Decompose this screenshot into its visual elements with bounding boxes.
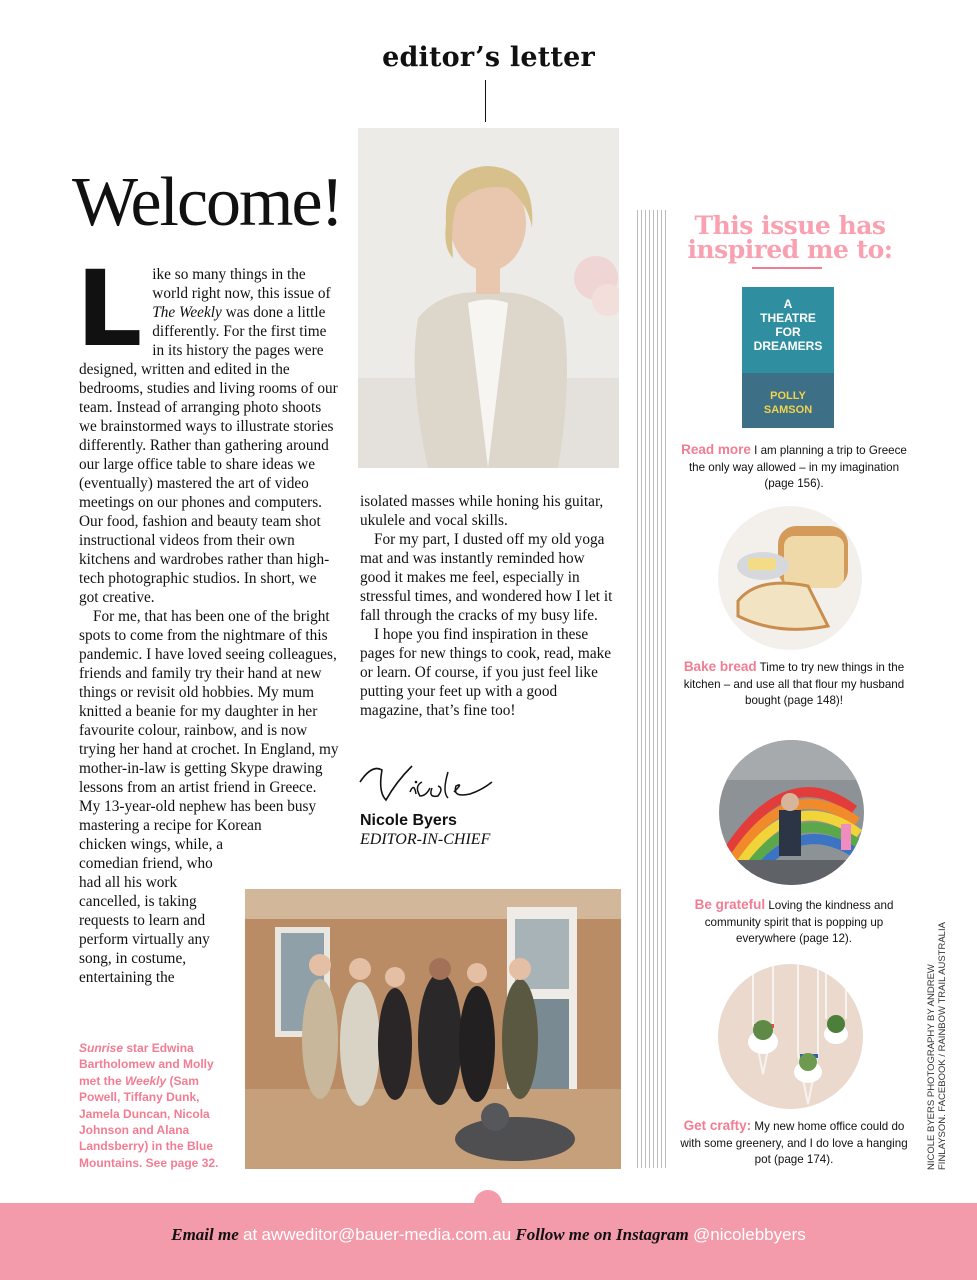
body-paragraph-5: I hope you find inspiration in these pages for new things to cook, read, make or learn. Of course, if you just feel like putting your feet up with a good magazine, that’s fine too! bbox=[360, 626, 612, 719]
team-group-photo bbox=[245, 889, 621, 1169]
editor-portrait-photo bbox=[358, 128, 619, 468]
caption-rest: (Sam Powell, Tiffany Dunk, Jamela Duncan, Nicola Johnson and Alana Landsberry) in the Blue Mountains. See page 32. bbox=[79, 1073, 219, 1170]
footer-contact bbox=[0, 1225, 977, 1245]
book-title-1: A bbox=[783, 297, 793, 311]
caption-show: Sunrise bbox=[79, 1041, 124, 1055]
email-at: at bbox=[243, 1225, 258, 1244]
instagram-label: Follow me on Instagram bbox=[515, 1225, 689, 1244]
book-title-3: FOR bbox=[775, 325, 801, 339]
sidebar-heading: This issue has inspired me to: bbox=[687, 211, 893, 264]
tip-be-grateful bbox=[680, 897, 908, 948]
tip-lead: Be grateful bbox=[694, 897, 766, 912]
headline: Welcome! bbox=[72, 164, 342, 241]
drop-cap: L bbox=[76, 248, 143, 370]
bread-photo bbox=[718, 506, 862, 650]
editor-title: EDITOR-IN-CHIEF bbox=[360, 831, 491, 848]
photo-credit: NICOLE BYERS PHOTOGRAPHY BY ANDREW FINLAYSON. FACEBOOK / RAINBOW TRAIL AUSTRALIA bbox=[926, 922, 948, 1170]
hanging-pot-photo bbox=[718, 964, 863, 1109]
body-paragraph-1-cont: was done a little differently. For the first time in its history the pages were designed, written and edited in the bedrooms, studies and living rooms of our team. Instead of arranging photo shoots we brainstormed ways to illustrate stories differently. Rather than gathering around our large office table to share ideas we (eventually) mastered the art of video meetings on our phones and computers. Our food, fashion and beauty team shot instructional videos from their own kitchens and wardrobes rather than high-tech photographic studios. In short, we got creative. bbox=[79, 304, 338, 606]
sidebar-divider-stripes bbox=[637, 210, 667, 1168]
tip-text: Loving the kindness and community spirit that is popping up everywhere (page 12). bbox=[704, 899, 894, 945]
editor-name: Nicole Byers bbox=[360, 812, 457, 829]
body-paragraph-2: For me, that has been one of the bright spots to come from the nightmare of this pandemic. I have loved seeing colleagues, friends and family try their hand at new things or revisit old hobbies. My mum knitted a beanie for my daughter in her favourite colour, rainbow, and is now trying her hand at crochet. In England, my mother-in-law is getting Skype drawing lessons from an artist friend in Greece. My 13-year-old nephew has been busy mastering a recipe for Korean bbox=[79, 608, 339, 834]
body-paragraph-1: ike so many things in the world right now, this issue of bbox=[152, 266, 331, 302]
footer-notch bbox=[474, 1190, 502, 1218]
body-column-middle bbox=[360, 492, 618, 720]
body-column-left bbox=[76, 248, 339, 987]
magazine-title: The Weekly bbox=[152, 304, 222, 321]
book-title-2: THEATRE bbox=[760, 311, 816, 325]
body-paragraph-3: isolated masses while honing his guitar, ukulele and vocal skills. bbox=[360, 493, 604, 529]
book-author-2: SAMSON bbox=[763, 404, 813, 416]
tip-get-crafty bbox=[680, 1118, 908, 1169]
body-paragraph-4: For my part, I dusted off my old yoga mat and was instantly reminded how good it makes me feel, especially in stressful times, and wondered how I let it fall through the cracks of my busy life. bbox=[360, 531, 613, 624]
rainbow-mural-photo bbox=[719, 740, 864, 885]
tip-lead: Bake bread bbox=[683, 659, 757, 674]
tip-lead: Read more bbox=[681, 442, 751, 457]
book-title-4: DREAMERS bbox=[753, 339, 823, 353]
caption-text: star Edwina Bartholomew and Molly met the bbox=[79, 1041, 214, 1088]
tip-text: Time to try new things in the kitchen – and use all that flour my husband bought (page 148)! bbox=[683, 661, 905, 707]
book-cover bbox=[742, 287, 834, 428]
signature bbox=[352, 752, 502, 808]
section-divider bbox=[485, 80, 486, 122]
instagram-link[interactable]: @nicolebbyers bbox=[693, 1225, 806, 1244]
sidebar-heading-underline bbox=[752, 267, 822, 269]
section-label: editor’s letter bbox=[382, 42, 595, 73]
tip-bake-bread bbox=[680, 659, 908, 710]
book-author-1: POLLY bbox=[770, 390, 806, 402]
tip-text: I am planning a trip to Greece the only way allowed – in my imagination (page 156). bbox=[688, 444, 907, 490]
photo-caption bbox=[79, 1040, 227, 1171]
email-link[interactable]: awweditor@bauer-media.com.au bbox=[261, 1225, 512, 1244]
body-paragraph-2-narrow: chicken wings, while, a comedian friend, who had all his work cancelled, is taking requests to learn and perform virtually any song, in costume, entertaining the bbox=[79, 836, 224, 986]
email-label: Email me bbox=[171, 1225, 239, 1244]
caption-magazine: Weekly bbox=[125, 1073, 167, 1088]
tip-lead: Get crafty: bbox=[683, 1118, 752, 1133]
tip-text: My new home office could do with some greenery, and I do love a hanging pot (page 174). bbox=[680, 1120, 908, 1166]
tip-read-more bbox=[680, 442, 908, 493]
